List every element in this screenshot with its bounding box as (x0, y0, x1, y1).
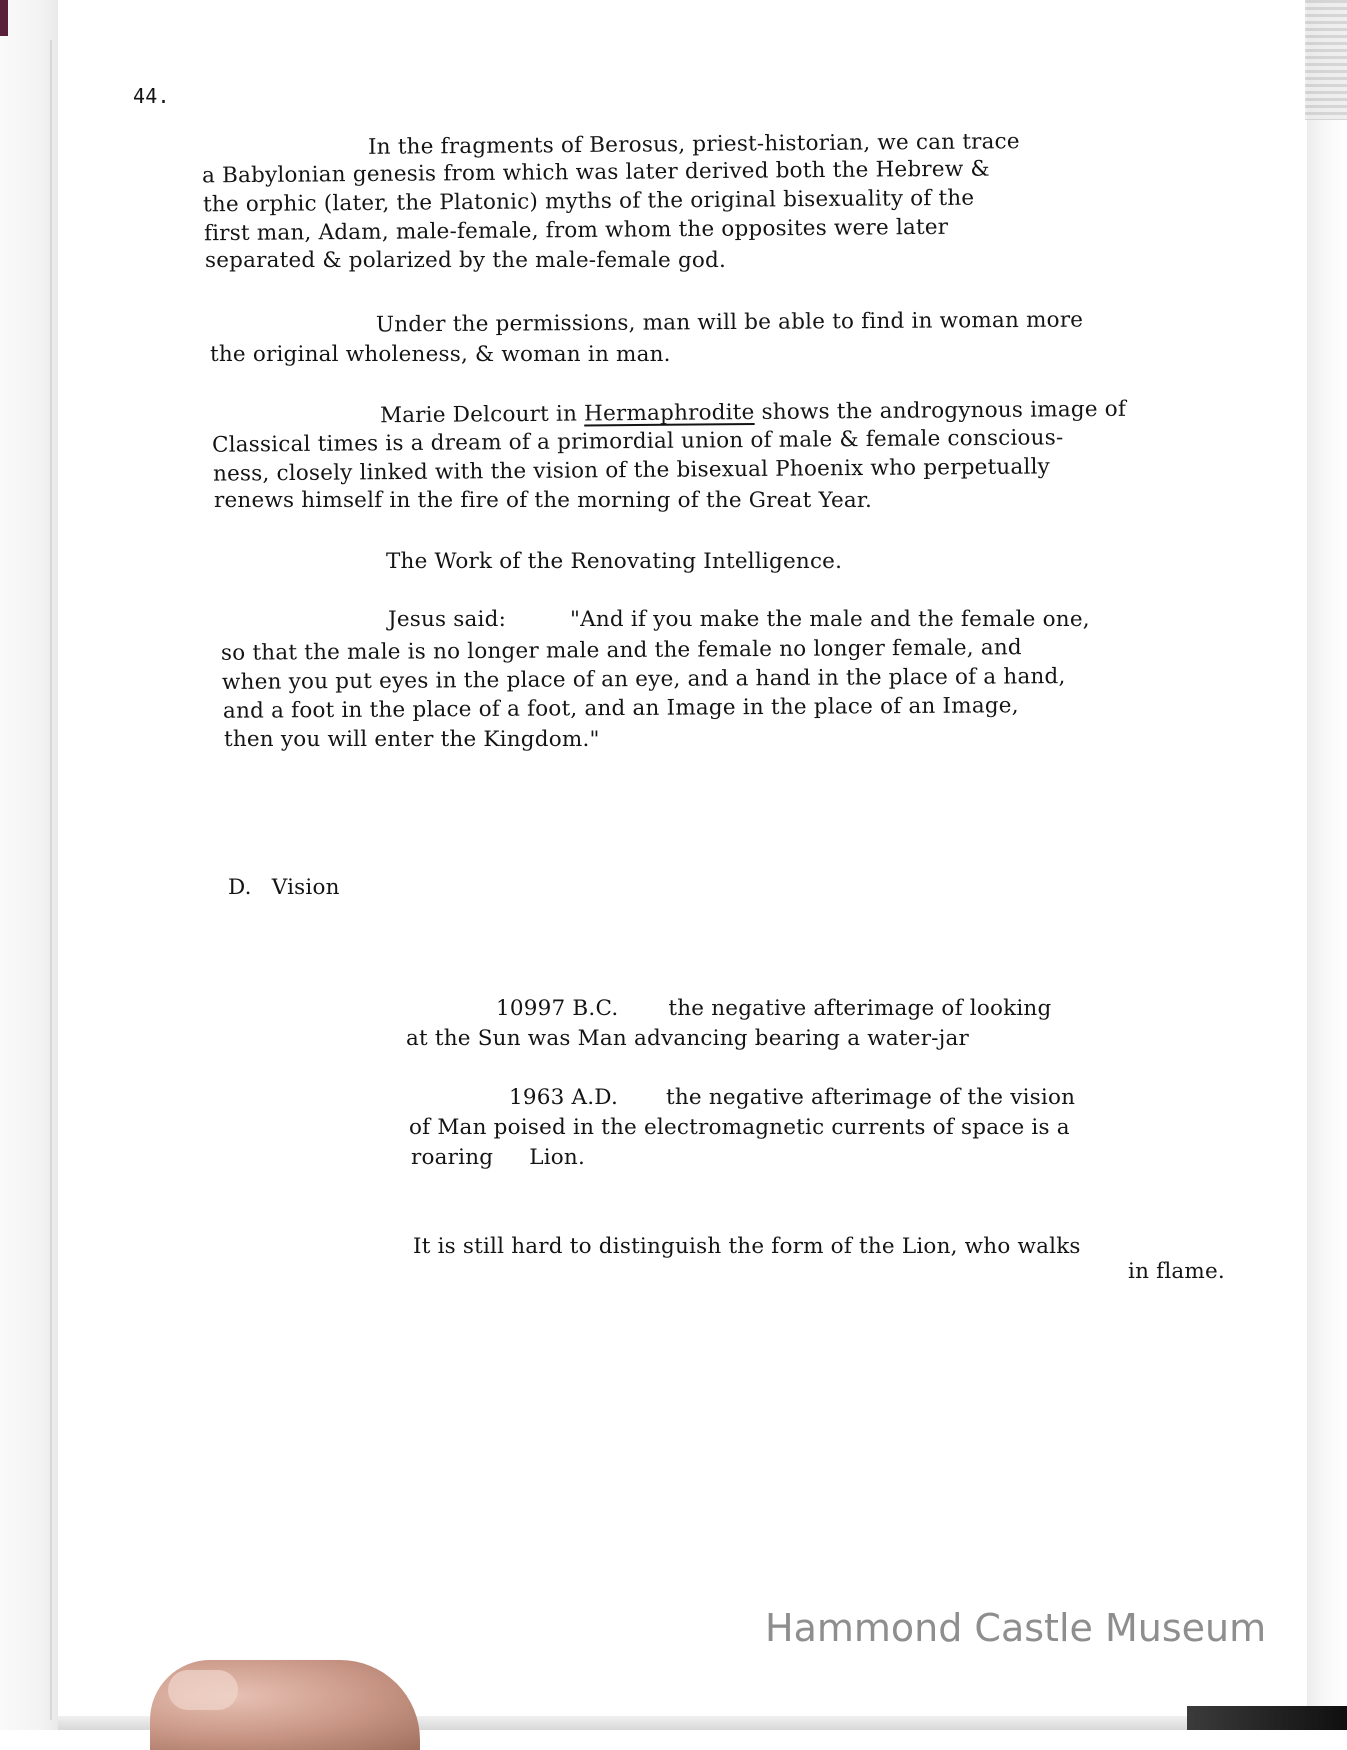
vision-entry-2-line-1 (509, 1085, 1075, 1111)
p1-line-1: In the fragments of Berosus, priest-historian, we can trace (367, 129, 1020, 160)
section-subtitle: The Work of the Renovating Intelligence. (386, 549, 843, 574)
p5-line-5: then you will enter the Kingdom." (224, 727, 600, 752)
p2-line-2: the original wholeness, & woman in man. (210, 342, 671, 367)
p3-line-1 (380, 397, 1126, 430)
p1-line-5: separated & polarized by the male-female god. (205, 248, 727, 273)
page-left-margin (0, 0, 58, 1730)
thumb-photo (150, 1660, 420, 1750)
p3-lead: Marie Delcourt in (379, 401, 585, 429)
date-2: 1963 A.D. (509, 1085, 619, 1110)
p5-line-3: when you put eyes in the place of an eye, and a hand in the place of a hand, (221, 664, 1066, 695)
watermark: Hammond Castle Museum (765, 1606, 1267, 1650)
section-letter: D. (228, 875, 252, 900)
book-title: Hermaphrodite (584, 399, 755, 427)
entry-1-first: the negative afterimage of looking (668, 996, 1052, 1021)
p5-line-2: so that the male is no longer male and the female no longer female, and (220, 635, 1022, 666)
p3-line-4: renews himself in the fire of the morning of the Great Year. (214, 488, 873, 513)
p1-line-2: a Babylonian genesis from which was later derived both the Hebrew & (201, 156, 990, 189)
entry-2-first: the negative afterimage of the vision (666, 1085, 1076, 1110)
p3-line-2: Classical times is a dream of a primordial union of male & female conscious- (211, 425, 1064, 458)
binding-strip (1305, 0, 1347, 120)
section-heading (228, 875, 340, 901)
vision-entry-2-line-3 (411, 1145, 585, 1171)
vision-entry-1-line-1 (496, 996, 1051, 1022)
p1-line-4: first man, Adam, male-female, from whom the opposites were later (203, 214, 949, 247)
entry-2-third-a: roaring (411, 1145, 494, 1170)
dark-corner (1187, 1706, 1347, 1730)
p5-line-1 (388, 607, 1090, 633)
entry-2-third-b: Lion. (529, 1145, 585, 1170)
section-title: Vision (271, 875, 340, 900)
p3-line-3: ness, closely linked with the vision of the bisexual Phoenix who perpetually (212, 454, 1051, 487)
quote-start: "And if you make the male and the female one, (570, 607, 1090, 632)
page-right-edge (1307, 0, 1347, 1730)
page-number: 44. (133, 84, 170, 108)
closing-line-2: in flame. (1128, 1259, 1225, 1284)
p3-tail: shows the androgynous image of (754, 396, 1127, 425)
vision-entry-1-line-2: at the Sun was Man advancing bearing a water-jar (406, 1026, 969, 1051)
corner-mark (0, 0, 30, 36)
p5-line-4: and a foot in the place of a foot, and an Image in the place of an Image, (222, 693, 1019, 724)
p2-line-1: Under the permissions, man will be able to find in woman more (375, 307, 1084, 338)
p1-line-3: the orphic (later, the Platonic) myths of the original bisexuality of the (202, 185, 975, 218)
vision-entry-2-line-2: of Man poised in the electromagnetic currents of space is a (409, 1115, 1070, 1140)
speaker: Jesus said: (388, 607, 507, 632)
date-1: 10997 B.C. (496, 996, 619, 1021)
closing-line-1: It is still hard to distinguish the form of the Lion, who walks (413, 1234, 1081, 1259)
